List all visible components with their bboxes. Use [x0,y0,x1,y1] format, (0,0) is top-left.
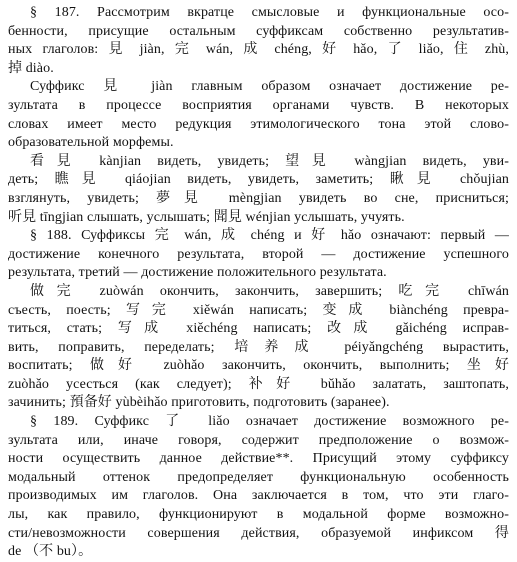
examples-188-line-4: вить, поправить, переделать; 培养成 péiyǎngchéng вырастить, [8,339,509,355]
paragraph-jian-line-2: зультата в процессе восприятия органами чувств. В некоторых [8,97,509,113]
paragraph-188-line-2: достижение конечного результата, второй — достижение успешного [8,246,509,262]
paragraph-189-line-2: зультата или, иначе говоря, содержит предположение о возмож- [8,432,509,448]
examples-188-line-3: титься, стать; 写成 xiěchéng написать; 改成 gǎichéng исправ- [8,321,509,337]
paragraph-187-line-1: § 187. Рассмотрим вкратце смысловые и функциональные осо- [30,5,509,20]
paragraph-189-line-5: производимых им глаголов. Она заключается в том, что эти глаго- [8,488,509,504]
paragraph-jian-line-3: словах имеет место редукция этимологического тона этой слово- [8,116,509,132]
paragraph-189-line-6: лы, как правило, функционируют в модальной форме возможно- [8,507,509,523]
examples-188-line-5: воспитать; 做好 zuòhǎo закончить, окончить, выполнить; 坐好 [8,358,509,374]
examples-jian-line-4: 听見 tīngjian слышать, услышать; 聞見 wénjian услышать, учуять. [8,209,405,225]
paragraph-189-line-3: ности осуществить данное действие**. Присущий этому суффиксу [8,451,509,467]
paragraph-188-line-1: § 188. Суффиксы 完 wán, 成 chéng и 好 hǎo означают: первый — [30,228,509,244]
paragraph-187-line-2: бенности, присущие остальным суффиксам собственно результатив- [8,23,509,39]
paragraph-188-line-3: результата, третий — достижение положительного результата. [8,265,387,281]
examples-jian-line-1: 看見 kànjian видеть, увидеть; 望見 wàngjian видеть, уви- [30,153,509,169]
paragraph-189-line-4: модальный оттенок предопределяет функциональную особенность [8,469,509,485]
paragraph-189-line-7: сти/невозможности совершения действия, образуемой инфиксом 得 [8,525,509,541]
examples-188-line-2: съесть, поесть; 写完 xiěwán написать; 变成 biànchéng преврa- [8,302,509,318]
examples-188-line-6: zuòhǎo усесться (как следует); 补好 bǔhǎo залатать, заштопать, [8,376,509,392]
examples-jian-line-2: деть; 瞧見 qiáojian видеть, увидеть, заметить; 瞅見 chǒujian [8,172,509,188]
paragraph-189-line-1: § 189. Суффикс 了 liǎo означает достижение возможного ре- [30,414,509,430]
paragraph-187-line-3: ных глаголов: 見 jiàn, 完 wán, 成 chéng, 好 hǎo, 了 liǎo, 住 zhù, [8,42,509,58]
paragraph-189-line-8: de （不 bu）。 [8,544,93,560]
paragraph-jian-line-4: образовательной морфемы. [8,135,174,151]
paragraph-jian-line-1: Суффикс 見 jiàn главным образом означает достижение ре- [30,79,509,95]
paragraph-187-line-4: 掉 diào. [8,60,54,76]
examples-188-line-1: 做完 zuòwán окончить, закончить, завершить; 吃完 chīwán [30,283,509,299]
examples-188-line-7: зачинить; 預备好 yùbèihǎo приготовить, подготовить (заранее). [8,395,390,411]
examples-jian-line-3: взглянуть, увидеть; 夢見 mèngjian увидеть во сне, присниться; [8,190,509,206]
